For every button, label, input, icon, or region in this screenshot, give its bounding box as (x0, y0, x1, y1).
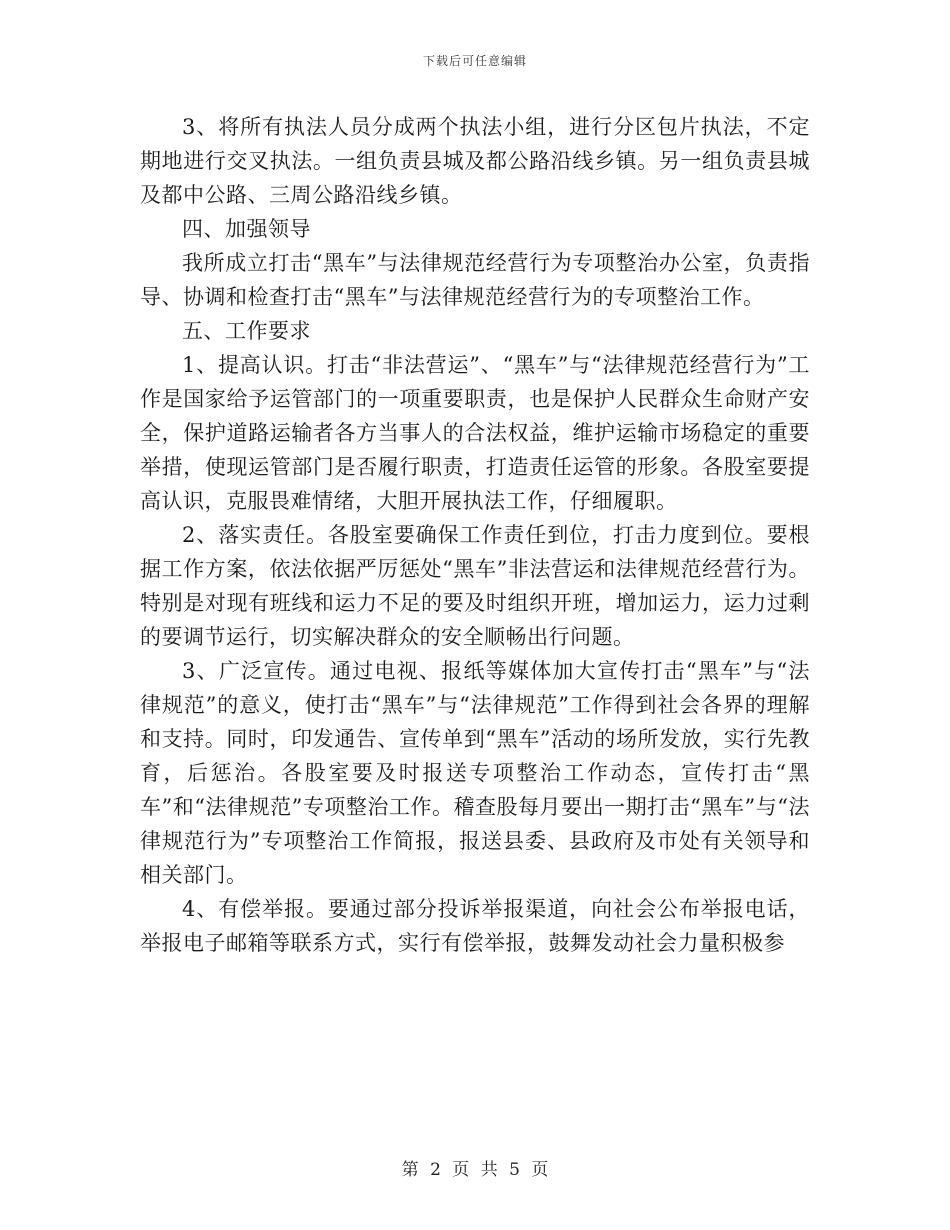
section-heading-requirements: 五、工作要求 (182, 319, 311, 343)
page-header: 下载后可任意编辑 (422, 54, 527, 68)
paragraph-enforcement-groups: 3、将所有执法人员分成两个执法小组，进行分区包片执法，不定期地进行交叉执法。一组负责县城及都公路沿线乡镇。另一组负责县城及都中公路、三周公路沿线乡镇。 (140, 115, 810, 207)
paragraph-implement-responsibility: 2、落实责任。各股室要确保工作责任到位，打击力度到位。要根据工作方案，依法依据严厉惩处“黑车”非法营运和法律规范经营行为。特别是对现有班线和运力不足的要及时组织开班，增加运力，运力过剩的要调节运行，切实解决群众的安全顺畅出行问题。 (140, 523, 810, 649)
page-number-footer: 第 2 页 共 5 页 (401, 1160, 549, 1180)
paragraph-raise-awareness: 1、提高认识。打击“非法营运”、“黑车”与“法律规范经营行为”工作是国家给予运管部门的一项重要职责，也是保护人民群众生命财产安全，保护道路运输者各方当事人的合法权益，维护运输市场稳定的重要举措，使现运管部门是否履行职责，打造责任运管的形象。各股室要提高认识，克服畏难情绪，大胆开展执法工作，仔细履职。 (140, 353, 810, 513)
document-body (140, 110, 810, 960)
paragraph-paid-reporting: 4、有偿举报。要通过部分投诉举报渠道，向社会公布举报电话，举报电子邮箱等联系方式，实行有偿举报，鼓舞发动社会力量积极参 (140, 897, 810, 955)
paragraph-publicity: 3、广泛宣传。通过电视、报纸等媒体加大宣传打击“黑车”与“法律规范”的意义，使打击“黑车”与“法律规范”工作得到社会各界的理解和支持。同时，印发通告、宣传单到“黑车”活动的场所发放，实行先教育，后惩治。各股室要及时报送专项整治工作动态，宣传打击“黑车”和“法律规范”专项整治工作。稽查股每月要出一期打击“黑车”与“法律规范行为”专项整治工作简报，报送县委、县政府及市处有关领导和相关部门。 (140, 659, 810, 887)
section-heading-leadership: 四、加强领导 (182, 217, 311, 241)
paragraph-leadership-office: 我所成立打击“黑车”与法律规范经营行为专项整治办公室，负责指导、协调和检查打击“黑车”与法律规范经营行为的专项整治工作。 (140, 251, 810, 309)
